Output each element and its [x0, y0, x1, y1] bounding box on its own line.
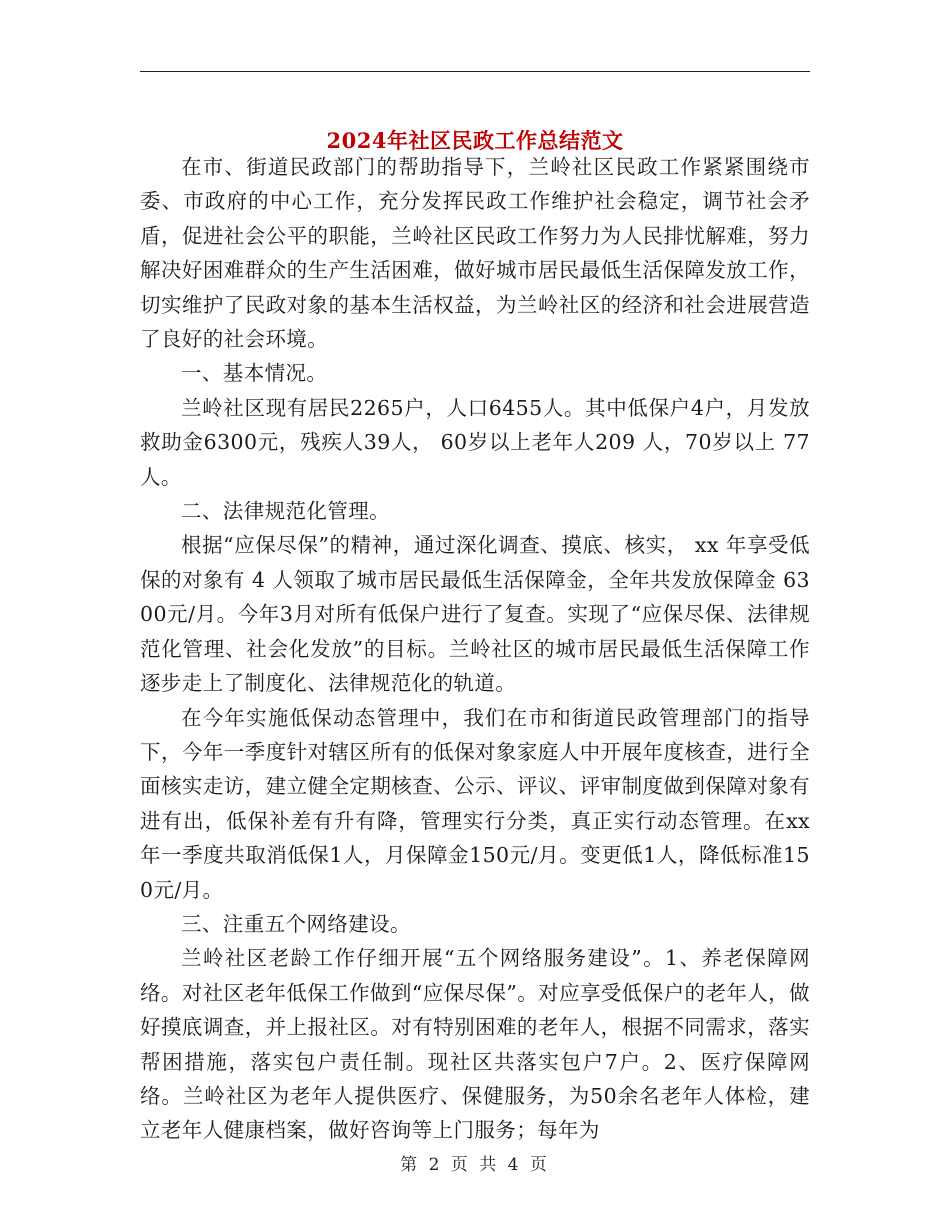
document-body	[140, 150, 810, 1148]
paragraph-legal-management: 根据“应保尽保”的精神，通过深化调查、摸底、核实， xx 年享受低保的对象有 4 人领取了城市居民最低生活保障金，全年共发放保障金 6300元/月。今年3月对所有低保户进行了复查。实现了“应保尽保、法律规范化管理、社会化发放”的目标。兰岭社区的城市居民最低生活保障工作逐步走上了制度化、法律规范化的轨道。	[140, 533, 810, 696]
section-heading-basic-situation: 一、基本情况。	[181, 361, 328, 386]
section-heading-legal-management: 二、法律规范化管理。	[181, 499, 390, 524]
paragraph-five-networks: 兰岭社区老龄工作仔细开展“五个网络服务建设”。1、养老保障网络。对社区老年低保工作做到“应保尽保”。对应享受低保户的老年人，做好摸底调查，并上报社区。对有特别困难的老年人，根据不同需求，落实帮困措施，落实包户责任制。现社区共落实包户7户。2、医疗保障网络。兰岭社区为老年人提供医疗、保健服务，为50余名老年人体检，建立老年人健康档案，做好咨询等上门服务；每年为	[140, 946, 810, 1143]
paragraph-intro: 在市、街道民政部门的帮助指导下，兰岭社区民政工作紧紧围绕市委、市政府的中心工作，充分发挥民政工作维护社会稳定，调节社会矛盾，促进社会公平的职能，兰岭社区民政工作努力为人民排忧解难，努力解决好困难群众的生产生活困难，做好城市居民最低生活保障发放工作，切实维护了民政对象的基本生活权益，为兰岭社区的经济和社会进展营造了良好的社会环境。	[140, 155, 810, 352]
section-heading-five-networks: 三、注重五个网络建设。	[181, 911, 411, 936]
header-rule	[140, 71, 810, 72]
page-number-footer: 第 2 页 共 4 页	[400, 1155, 550, 1175]
paragraph-basic-situation: 兰岭社区现有居民2265户，人口6455人。其中低保户4户，月发放救助金6300元，残疾人39人， 60岁以上老年人209 人，70岁以上 77人。	[140, 395, 810, 489]
document-title: 2024年社区民政工作总结范文	[326, 128, 624, 154]
paragraph-dynamic-management: 在今年实施低保动态管理中，我们在市和街道民政管理部门的指导下，今年一季度针对辖区所有的低保对象家庭人中开展年度核查，进行全面核实走访，建立健全定期核查、公示、评议、评审制度做到保障对象有进有出，低保补差有升有降，管理实行分类，真正实行动态管理。在xx年一季度共取消低保1人，月保障金150元/月。变更低1人，降低标准150元/月。	[140, 705, 810, 902]
